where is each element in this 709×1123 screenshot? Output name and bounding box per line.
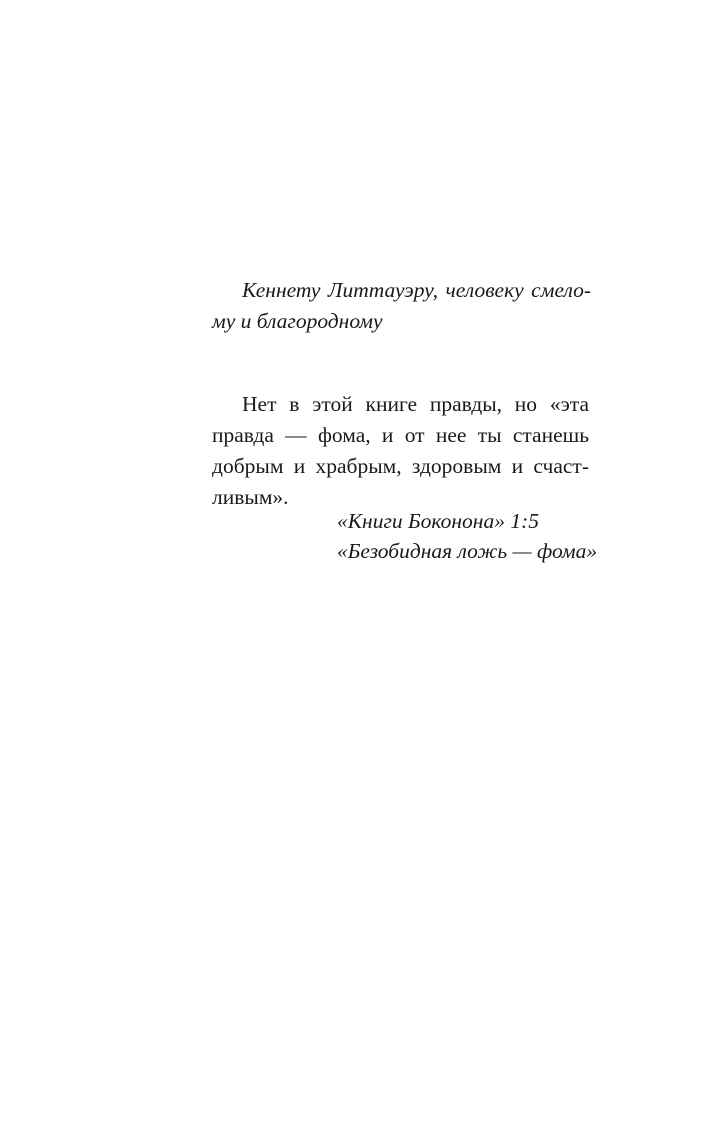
dedication-line-2: му и благородному (212, 309, 383, 333)
dedication-line-1: Кеннету Литтауэру, человеку смело- (242, 278, 591, 302)
epigraph-line-2: правда — фома, и от нее ты станешь (212, 423, 589, 447)
epigraph-line-1: Нет в этой книге правды, но «эта (242, 392, 589, 416)
epigraph-source-book: «Книги Боконона» 1:5 (337, 509, 539, 533)
epigraph-source-chapter: «Безобидная ложь — фома» (337, 539, 598, 563)
epigraph-line-3: добрым и храбрым, здоровым и счаст- (212, 454, 589, 478)
epigraph-line-4: ливым». (212, 485, 289, 509)
